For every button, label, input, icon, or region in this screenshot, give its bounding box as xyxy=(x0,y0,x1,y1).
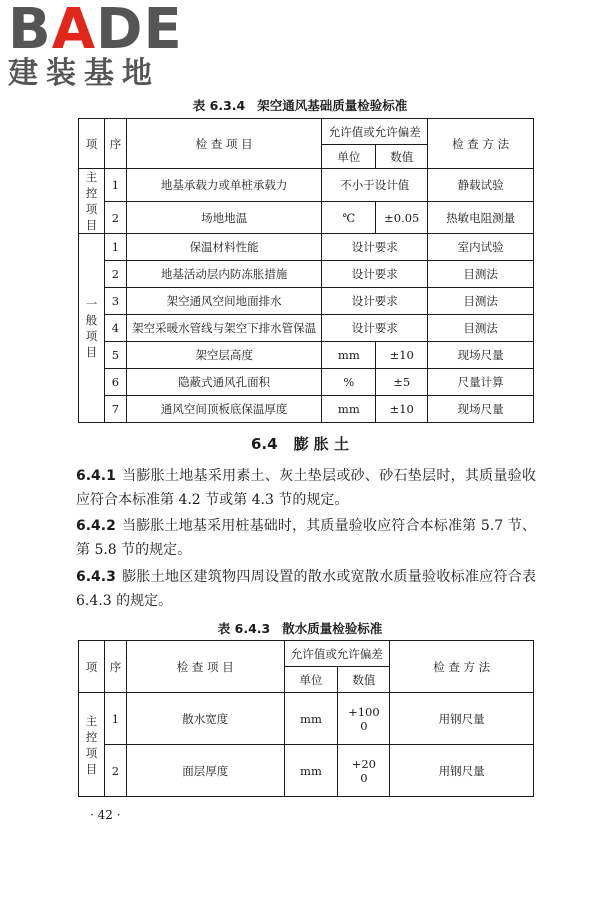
table-row: 5 架空层高度 mm ±10 现场尺量 xyxy=(79,342,534,369)
table-row: 2 地基活动层内防冻胀措施 设计要求 目测法 xyxy=(79,261,534,288)
table-row: 6 隐蔽式通风孔面积 % ±5 尺量计算 xyxy=(79,369,534,396)
logo xyxy=(8,2,183,92)
quality-table-6-3-4 xyxy=(78,118,534,423)
table-caption: 表 6.4.3 散水质量检验标准 xyxy=(217,621,383,636)
table-row: 3 架空通风空间地面排水 设计要求 目测法 xyxy=(79,288,534,315)
group-cell: 主控项目 xyxy=(79,169,105,234)
group-cell: 一般项目 xyxy=(79,234,105,423)
table-row: 一般项目 1 保温材料性能 设计要求 室内试验 xyxy=(79,234,534,261)
table-row: 2 面层厚度 mm +20 0 用钢尺量 xyxy=(79,745,534,797)
page-number: · 42 · xyxy=(90,808,121,822)
paragraph-6-4-3: 6.4.3 膨胀土地区建筑物四周设置的散水或宽散水质量验收标准应符合表 6.4.3 的规定。 xyxy=(76,569,536,609)
table-subheader-row: 单位 数值 xyxy=(79,667,534,693)
logo-chinese: 建装基地 xyxy=(8,56,160,91)
paragraph-6-4-1: 6.4.1 当膨胀土地基采用素土、灰土垫层或砂、砂石垫层时，其质量验收应符合本标准第 4.2 节或第 4.3 节的规定。 xyxy=(76,468,536,508)
table-row: 4 架空采暖水管线与架空下排水管保温 设计要求 目测法 xyxy=(79,315,534,342)
table-row: 主控项目 1 散水宽度 mm +100 0 用钢尺量 xyxy=(79,693,534,745)
table-row: 7 通风空间顶板底保温厚度 mm ±10 现场尺量 xyxy=(79,396,534,423)
table-subheader-row: 单位 数值 xyxy=(79,145,534,169)
paragraph-6-4-2: 6.4.2 当膨胀土地基采用桩基础时，其质量验收应符合本标准第 5.7 节、第 5.8 节的规定。 xyxy=(76,518,536,558)
logo-brand: BADE xyxy=(8,0,183,62)
table-row: 主控项目 1 地基承载力或单桩承载力 不小于设计值 静载试验 xyxy=(79,169,534,202)
table-row: 2 场地地温 ℃ ±0.05 热敏电阻测量 xyxy=(79,202,534,234)
table-header-row: 项 序 检 查 项 目 允许值或允许偏差 检 查 方 法 xyxy=(79,641,534,667)
table-header-row: 项 序 检 查 项 目 允许值或允许偏差 检 查 方 法 xyxy=(79,119,534,145)
group-cell: 主控项目 xyxy=(79,693,105,797)
quality-table-6-4-3 xyxy=(78,640,534,797)
section-heading: 6.4 膨 胀 土 xyxy=(250,435,350,453)
table-caption: 表 6.3.4 架空通风基础质量检验标准 xyxy=(192,98,408,113)
